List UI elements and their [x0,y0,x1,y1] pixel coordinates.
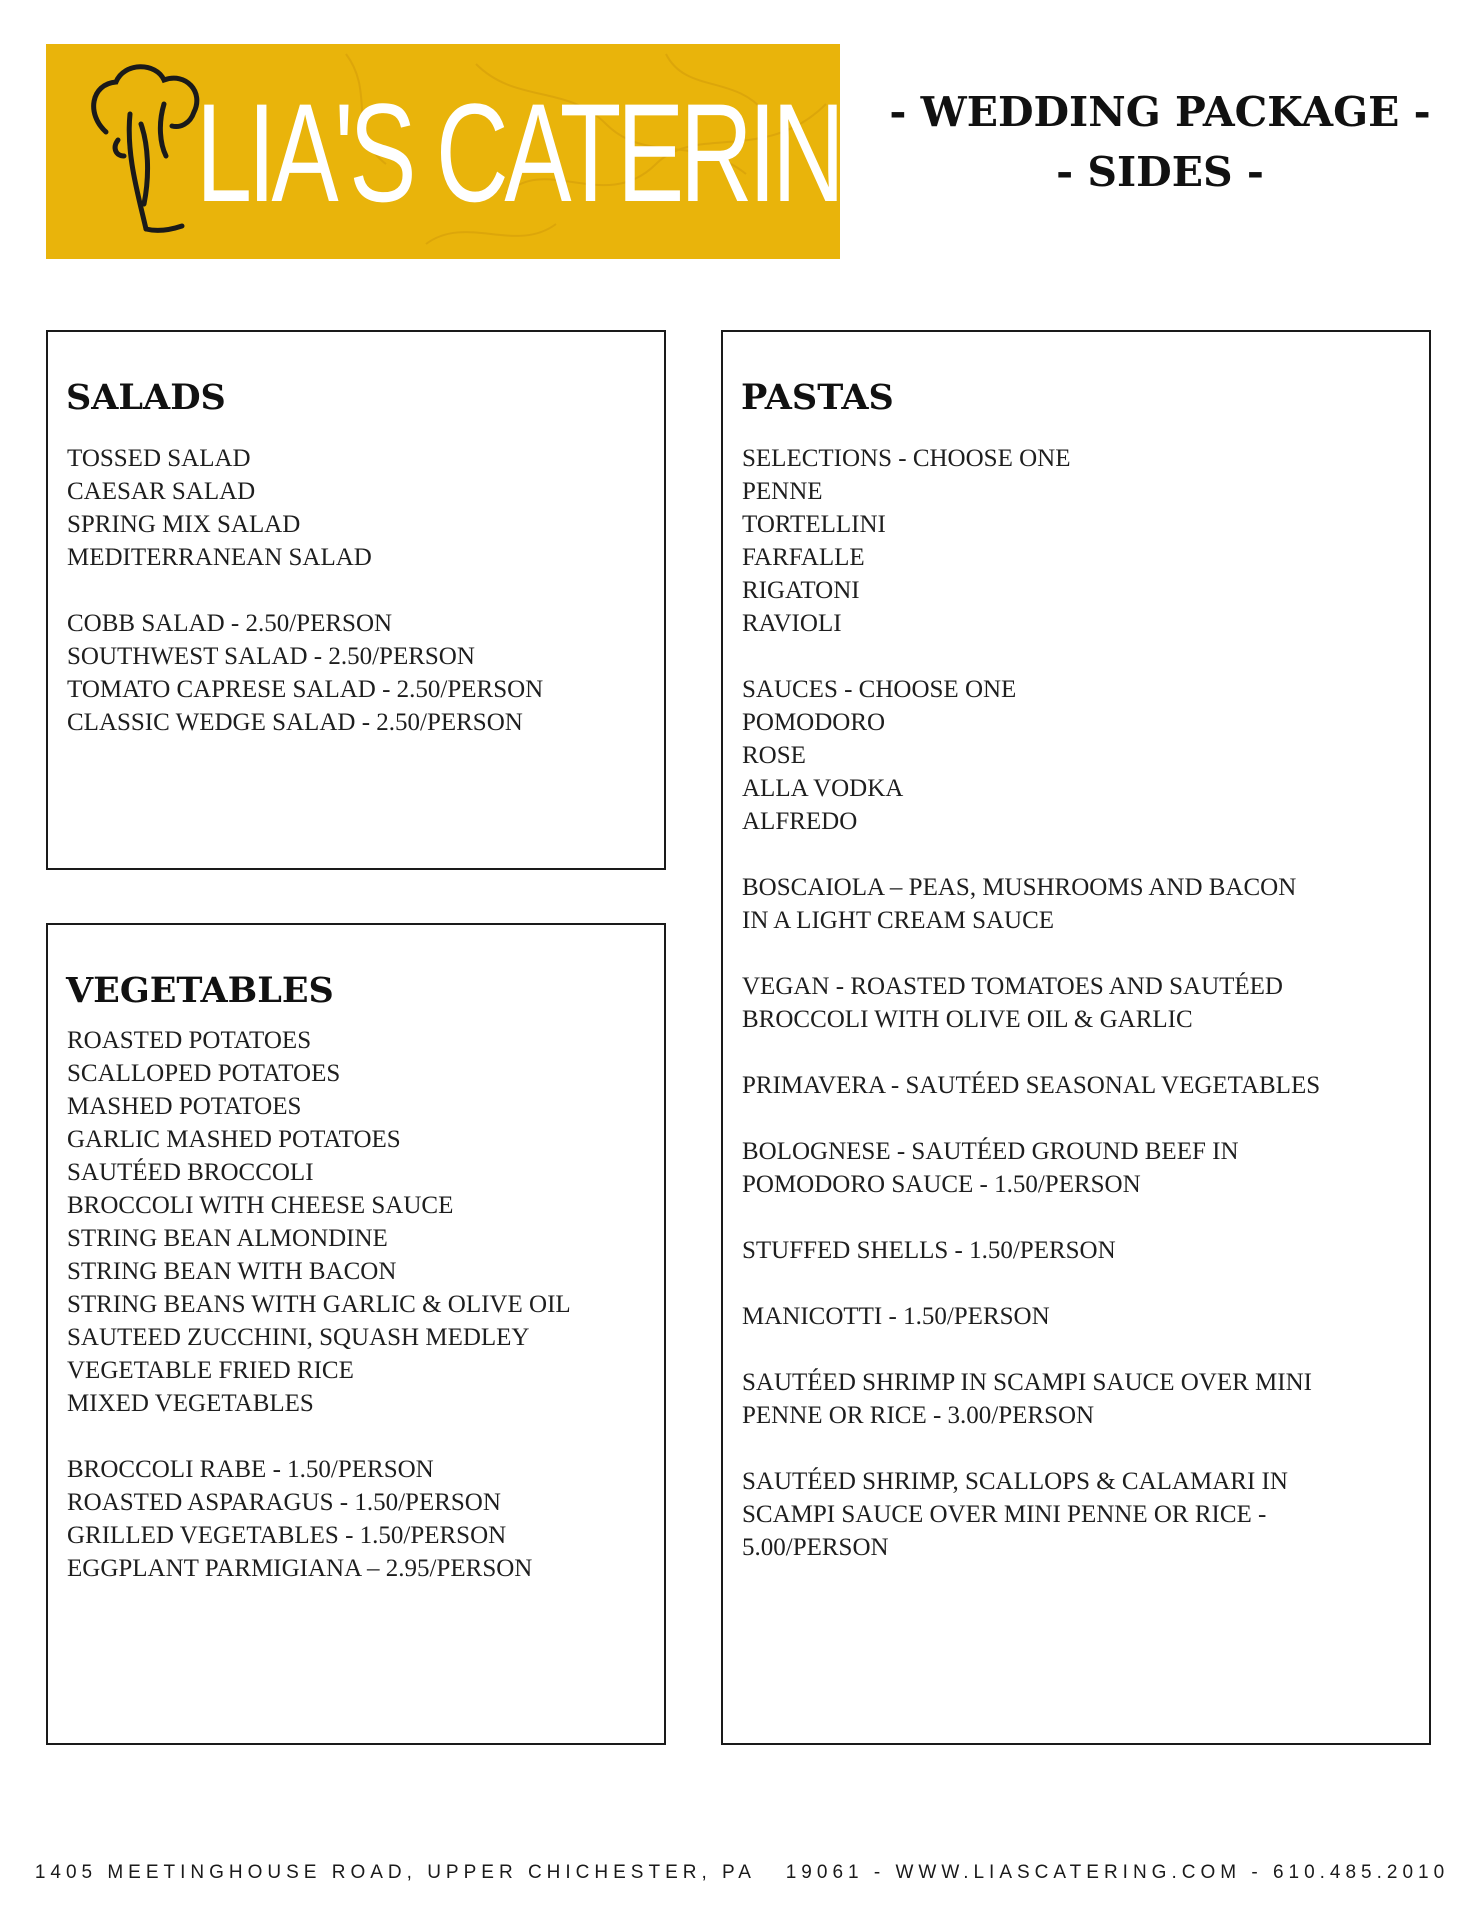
list-item: PENNE OR RICE - 3.00/PERSON [742,1402,1095,1429]
brand-logo [46,44,915,259]
list-item [742,640,1320,673]
list-item: BROCCOLI RABE - 1.50/PERSON [67,1456,434,1483]
list-item: MEDITERRANEAN SALAD [67,544,372,571]
list-item: STRING BEANS WITH GARLIC & OLIVE OIL [67,1291,571,1318]
list-item: ROASTED POTATOES [67,1027,312,1054]
list-item: TOMATO CAPRESE SALAD - 2.50/PERSON [67,676,544,703]
list-item: VEGAN - ROASTED TOMATOES AND SAUTÉED [742,973,1283,1000]
list-item: SAUTÉED BROCCOLI [67,1159,314,1186]
list-item: 5.00/PERSON [742,1534,889,1561]
list-item: SAUTÉED SHRIMP IN SCAMPI SAUCE OVER MINI [742,1369,1312,1396]
list-item: RAVIOLI [742,610,842,637]
list-item [742,937,1320,970]
list-item [742,1036,1320,1069]
list-item: BROCCOLI WITH OLIVE OIL & GARLIC [742,1006,1193,1033]
page-subtitle: - SIDES - [1056,148,1264,196]
list-item: RIGATONI [742,577,860,604]
list-item: POMODORO SAUCE - 1.50/PERSON [742,1171,1141,1198]
list-item: MIXED VEGETABLES [67,1390,314,1417]
list-item: CAESAR SALAD [67,478,256,505]
list-item [742,838,1320,871]
list-item: SCAMPI SAUCE OVER MINI PENNE OR RICE - [742,1501,1267,1528]
list-item: SOUTHWEST SALAD - 2.50/PERSON [67,643,475,670]
list-item: ROSE [742,742,806,769]
list-item [742,1267,1320,1300]
salads-list [67,442,543,739]
list-item [67,1420,571,1453]
pastas-section [721,330,1431,1745]
list-item [742,1333,1320,1366]
list-item: CLASSIC WEDGE SALAD - 2.50/PERSON [67,709,523,736]
list-item: ALFREDO [742,808,858,835]
list-item: TORTELLINI [742,511,886,538]
list-item: SAUTEED ZUCCHINI, SQUASH MEDLEY [67,1324,530,1351]
list-item: TOSSED SALAD [67,445,251,472]
list-item: SAUCES - CHOOSE ONE [742,676,1017,703]
list-item: BOSCAIOLA – PEAS, MUSHROOMS AND BACON [742,874,1297,901]
list-item [742,1201,1320,1234]
list-item: GRILLED VEGETABLES - 1.50/PERSON [67,1522,507,1549]
section-title: PASTAS [741,377,894,418]
list-item [742,1432,1320,1465]
brand-name: LIA'S CATERING [196,74,915,231]
section-title: SALADS [66,377,226,418]
list-item: VEGETABLE FRIED RICE [67,1357,354,1384]
footer-contact: 1405 MEETINGHOUSE ROAD, UPPER CHICHESTER, PA 19061 - WWW.LIASCATERING.COM - 610.485.2010 [34,1862,1450,1883]
list-item [742,1102,1320,1135]
list-item: POMODORO [742,709,886,736]
list-item: SCALLOPED POTATOES [67,1060,341,1087]
list-item: ROASTED ASPARAGUS - 1.50/PERSON [67,1489,501,1516]
list-item: SAUTÉED SHRIMP, SCALLOPS & CALAMARI IN [742,1468,1288,1495]
list-item: MANICOTTI - 1.50/PERSON [742,1303,1050,1330]
list-item: ALLA VODKA [742,775,904,802]
salads-section [46,330,666,870]
pastas-list [742,442,1320,1564]
list-item: FARFALLE [742,544,865,571]
list-item: PRIMAVERA - SAUTÉED SEASONAL VEGETABLES [742,1072,1321,1099]
list-item: IN A LIGHT CREAM SAUCE [742,907,1055,934]
list-item: STRING BEAN WITH BACON [67,1258,397,1285]
list-item: SELECTIONS - CHOOSE ONE [742,445,1071,472]
list-item: STUFFED SHELLS - 1.50/PERSON [742,1237,1116,1264]
list-item: BOLOGNESE - SAUTÉED GROUND BEEF IN [742,1138,1239,1165]
list-item: SPRING MIX SALAD [67,511,301,538]
list-item [67,574,543,607]
list-item: COBB SALAD - 2.50/PERSON [67,610,393,637]
vegetables-section [46,923,666,1745]
vegetables-list [67,1024,571,1585]
list-item: GARLIC MASHED POTATOES [67,1126,401,1153]
page-title: - WEDDING PACKAGE - [889,88,1431,136]
list-item: PENNE [742,478,823,505]
list-item: BROCCOLI WITH CHEESE SAUCE [67,1192,454,1219]
section-title: VEGETABLES [66,970,334,1011]
list-item: MASHED POTATOES [67,1093,302,1120]
list-item: EGGPLANT PARMIGIANA – 2.95/PERSON [67,1555,533,1582]
list-item: STRING BEAN ALMONDINE [67,1225,388,1252]
